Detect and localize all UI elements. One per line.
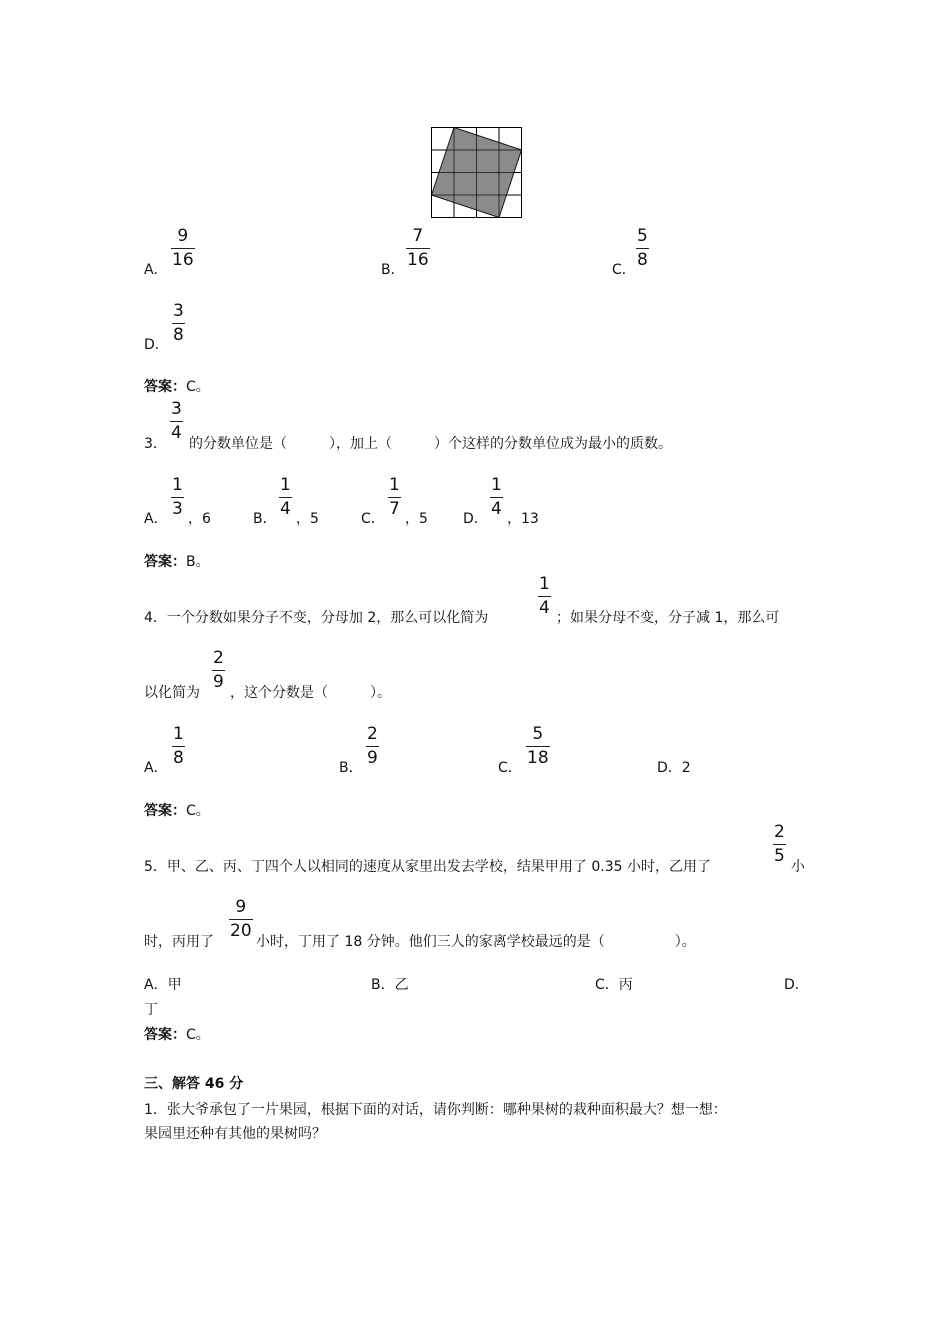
q3-option-d-fraction: 1 4 — [491, 475, 502, 519]
section-3-heading: 三、解答 46 分 — [144, 1076, 244, 1092]
q3-question-text: 的分数单位是（ ），加上（ ）个这样的分数单位成为最小的质数。 — [189, 436, 672, 452]
section-3-q1-line1: 1．张大爷承包了一片果园，根据下面的对话，请你判断：哪种果树的栽种面积最大？想一想： — [144, 1102, 727, 1118]
q5-line2-continued: 小时，丁用了 18 分钟。他们三人的家离学校最远的是（ ）。 — [256, 934, 696, 950]
q3-option-a-label: A． — [144, 511, 168, 527]
q5-option-d-label: D． — [784, 977, 809, 993]
q5-answer: 答案：C。 — [144, 1027, 210, 1043]
q4-line2-continued: ，这个分数是（ ）。 — [230, 685, 391, 701]
q4-line2: 以化简为 — [144, 685, 200, 701]
q3-option-a-fraction: 1 3 — [172, 475, 183, 519]
q4-fraction-2: 2 9 — [213, 648, 224, 692]
q5-line1: 5．甲、乙、丙、丁四个人以相同的速度从家里出发去学校，结果甲用了 0.35 小时，乙用了 — [144, 859, 711, 875]
q4-option-d: D．2 — [657, 760, 691, 776]
q5-option-c: C．丙 — [595, 977, 633, 993]
q5-fraction-1: 2 5 — [774, 822, 785, 866]
q4-fraction-1: 1 4 — [539, 574, 550, 618]
q2-option-b-fraction: 7 16 — [407, 226, 429, 270]
q3-option-d-suffix: ，13 — [507, 511, 539, 527]
q4-option-c-fraction: 5 18 — [527, 724, 549, 768]
q4-line1: 4．一个分数如果分子不变，分母加 2，那么可以化简为 — [144, 610, 489, 626]
q2-option-d-label: D． — [144, 337, 169, 353]
q3-option-b-fraction: 1 4 — [280, 475, 291, 519]
q5-line2: 时，丙用了 — [144, 934, 214, 950]
q4-option-b-label: B． — [339, 760, 363, 776]
q2-option-a-fraction: 9 16 — [172, 226, 194, 270]
q3-option-b-suffix: ，5 — [296, 511, 319, 527]
q2-option-d-fraction: 3 8 — [173, 301, 184, 345]
q3-option-b-label: B． — [253, 511, 277, 527]
q2-option-c-label: C． — [612, 262, 636, 278]
q4-answer: 答案：C。 — [144, 803, 210, 819]
q3-option-c-label: C． — [361, 511, 385, 527]
q3-option-a-suffix: ，6 — [188, 511, 211, 527]
q5-fraction-2: 9 20 — [230, 897, 252, 941]
q4-option-a-label: A． — [144, 760, 168, 776]
q5-line1-continued: 小 — [791, 859, 805, 875]
q4-option-a-fraction: 1 8 — [173, 724, 184, 768]
q5-option-b: B．乙 — [371, 977, 409, 993]
q3-option-c-suffix: ，5 — [405, 511, 428, 527]
section-3-q1-line2: 果园里还种有其他的果树吗？ — [144, 1126, 326, 1142]
q2-option-b-label: B． — [381, 262, 405, 278]
q2-option-a-label: A． — [144, 262, 168, 278]
q5-option-d-value: 丁 — [144, 1002, 158, 1018]
q3-option-c-fraction: 1 7 — [389, 475, 400, 519]
q4-option-c-label: C． — [498, 760, 522, 776]
q4-line1-continued: ；如果分母不变，分子减 1，那么可 — [556, 610, 780, 626]
q2-answer: 答案：C。 — [144, 379, 210, 395]
q3-fraction: 3 4 — [171, 399, 182, 443]
q3-option-d-label: D． — [463, 511, 488, 527]
q4-option-b-fraction: 2 9 — [367, 724, 378, 768]
grid-square-figure — [431, 127, 523, 219]
q3-number: 3． — [144, 436, 167, 452]
q2-option-c-fraction: 5 8 — [637, 226, 648, 270]
q3-answer: 答案：B。 — [144, 554, 210, 570]
q5-option-a: A．甲 — [144, 977, 182, 993]
